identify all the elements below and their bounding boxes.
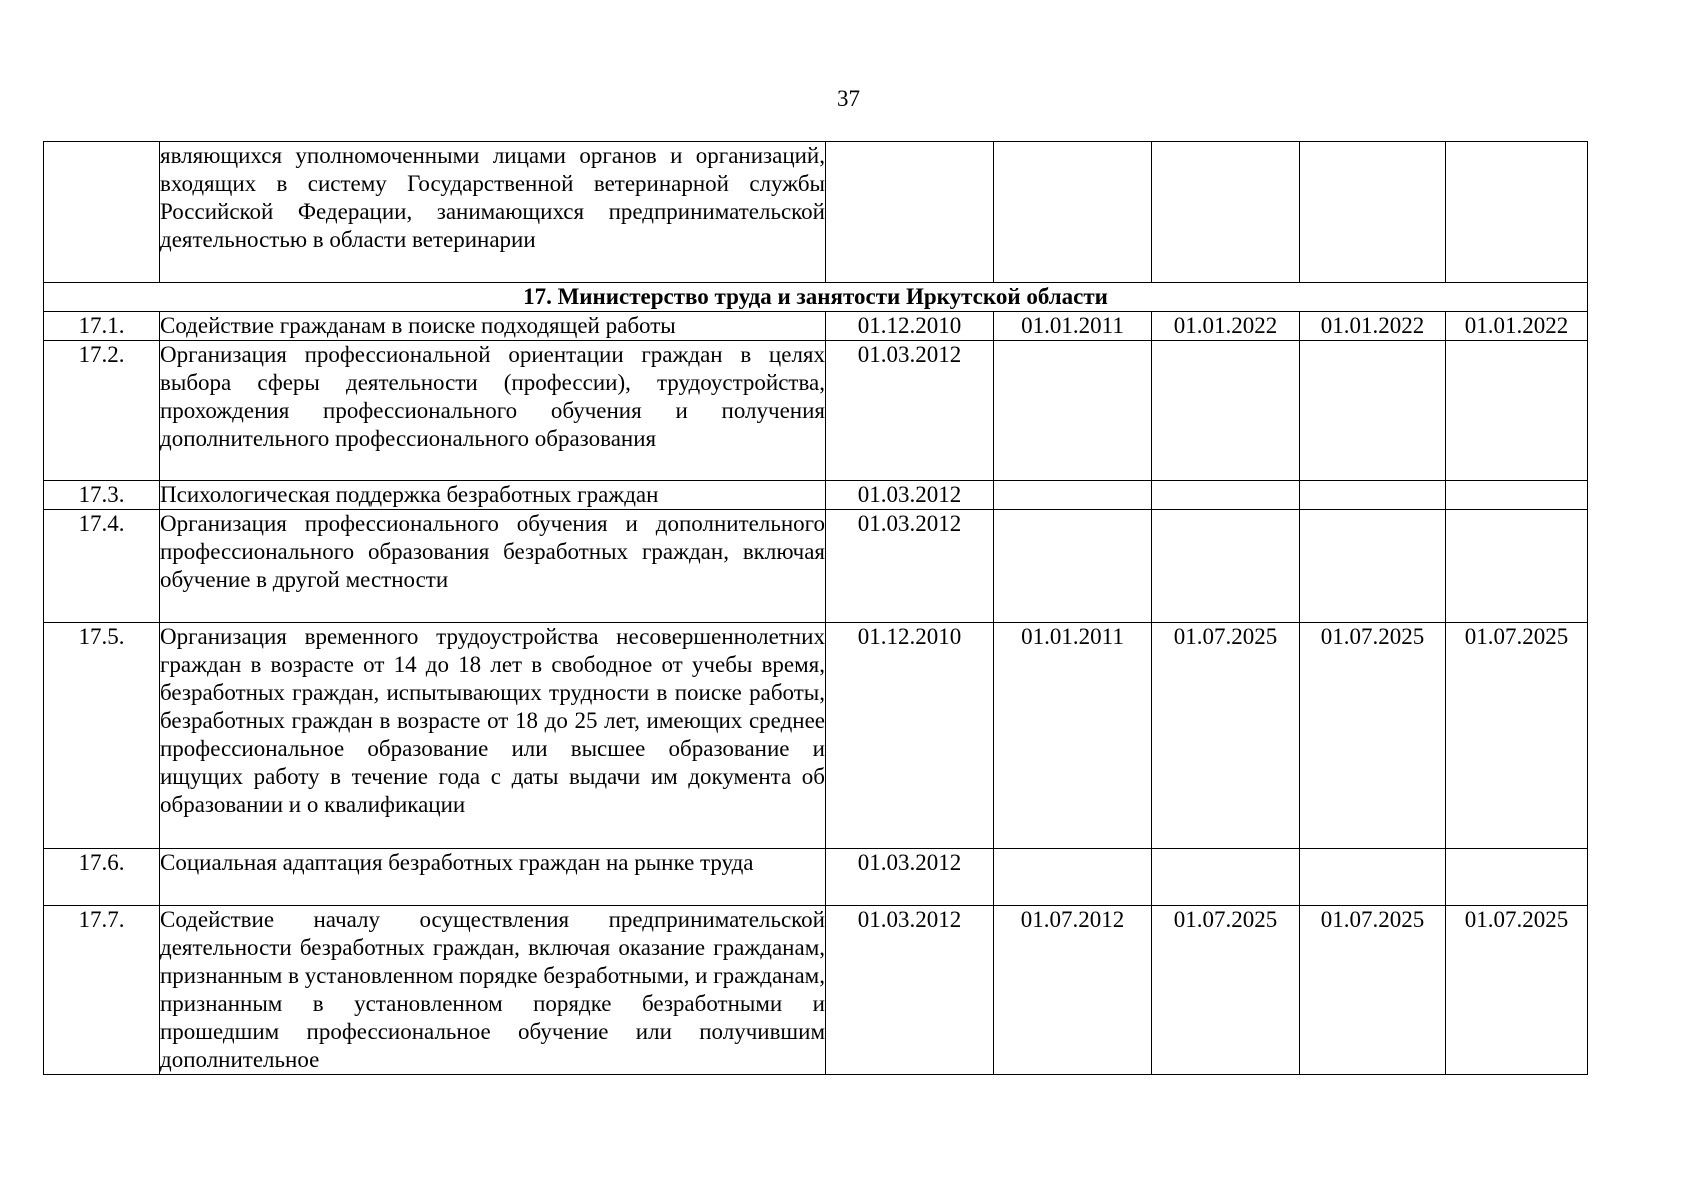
table-row-continuation [44, 142, 1588, 283]
cell-service-name: Психологическая поддержка безработных граждан [160, 481, 826, 510]
cell-date [1152, 341, 1300, 481]
cell-date: 01.07.2025 [1152, 906, 1300, 1075]
cell-date: 01.03.2012 [826, 849, 994, 906]
cell-date [1152, 510, 1300, 623]
cell-date: 01.07.2012 [994, 906, 1152, 1075]
cell-num: 17.7. [44, 906, 160, 1075]
cell-date: 01.12.2010 [826, 623, 994, 849]
cell-date [1300, 481, 1446, 510]
cell-date: 01.03.2012 [826, 510, 994, 623]
page-number: 37 [837, 86, 860, 111]
cell-service-name: Содействие началу осуществления предпринимательской деятельности безработных граждан, включая оказание гражданам, признанным в установленном порядке безработными, и гражданам, признанным в установленном порядке безработными и прошедшим профессиональное обучение или получившим дополнительное [160, 906, 826, 1075]
table-row [44, 510, 1588, 623]
cell-num: 17.6. [44, 849, 160, 906]
cell-date [994, 142, 1152, 283]
cell-date [1300, 849, 1446, 906]
cell-date: 01.07.2025 [1446, 623, 1588, 849]
cell-num: 17.1. [44, 312, 160, 341]
cell-date [826, 142, 994, 283]
cell-num: 17.3. [44, 481, 160, 510]
cell-date [1300, 510, 1446, 623]
cell-date: 01.01.2011 [994, 312, 1152, 341]
cell-date [994, 849, 1152, 906]
cell-date [1446, 142, 1588, 283]
cell-date [994, 510, 1152, 623]
cell-date [994, 341, 1152, 481]
cell-date: 01.07.2025 [1446, 906, 1588, 1075]
cell-num: 17.2. [44, 341, 160, 481]
cell-date [1446, 481, 1588, 510]
cell-date [1300, 341, 1446, 481]
cell-date [1446, 849, 1588, 906]
table-row [44, 906, 1588, 1075]
cell-date [1152, 849, 1300, 906]
cell-date: 01.01.2022 [1300, 312, 1446, 341]
cell-date [994, 481, 1152, 510]
cell-date: 01.01.2022 [1446, 312, 1588, 341]
cell-num [44, 142, 160, 283]
cell-date: 01.03.2012 [826, 481, 994, 510]
cell-date: 01.07.2025 [1152, 623, 1300, 849]
cell-date: 01.03.2012 [826, 906, 994, 1075]
table-row [44, 312, 1588, 341]
cell-date: 01.01.2022 [1152, 312, 1300, 341]
cell-num: 17.5. [44, 623, 160, 849]
cell-date: 01.07.2025 [1300, 906, 1446, 1075]
section-title: 17. Министерство труда и занятости Иркутской области [44, 283, 1588, 312]
cell-date [1152, 142, 1300, 283]
cell-date: 01.12.2010 [826, 312, 994, 341]
cell-service-name: Социальная адаптация безработных граждан на рынке труда [160, 849, 826, 906]
cell-service-name: Организация профессиональной ориентации граждан в целях выбора сферы деятельности (профессии), трудоустройства, прохождения профессионального обучения и получения дополнительного профессионального образования [160, 341, 826, 481]
cell-date: 01.01.2011 [994, 623, 1152, 849]
cell-date [1446, 341, 1588, 481]
cell-date: 01.03.2012 [826, 341, 994, 481]
table-row [44, 849, 1588, 906]
table-row [44, 341, 1588, 481]
table-row [44, 481, 1588, 510]
cell-date: 01.07.2025 [1300, 623, 1446, 849]
cell-service-name: Организация временного трудоустройства несовершеннолетних граждан в возрасте от 14 до 18 лет в свободное от учебы время, безработных граждан, испытывающих трудности в поиске работы, безработных граждан в возрасте от 18 до 25 лет, имеющих среднее профессиональное образование или высшее образование и ищущих работу в течение года с даты выдачи им документа об образовании и о квалификации [160, 623, 826, 849]
cell-date [1300, 142, 1446, 283]
services-table [43, 141, 1588, 1075]
cell-date [1446, 510, 1588, 623]
table-row [44, 623, 1588, 849]
cell-service-name: Организация профессионального обучения и дополнительного профессионального образования безработных граждан, включая обучение в другой местности [160, 510, 826, 623]
cell-date [1152, 481, 1300, 510]
cell-num: 17.4. [44, 510, 160, 623]
section-header-row [44, 283, 1588, 312]
cell-continuation-text: являющихся уполномоченными лицами органов и организаций, входящих в систему Государственной ветеринарной службы Российской Федерации, занимающихся предпринимательской деятельностью в области ветеринарии [160, 142, 826, 283]
cell-service-name: Содействие гражданам в поиске подходящей работы [160, 312, 826, 341]
